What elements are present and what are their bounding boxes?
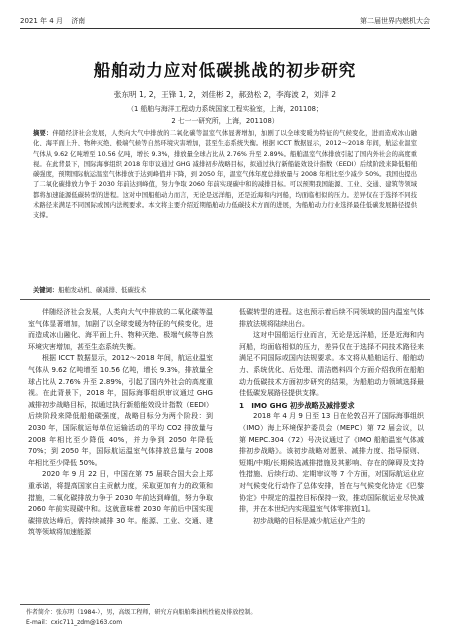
body-column-left bbox=[28, 307, 213, 539]
paragraph: 2018 年 4 月 9 日至 13 日在伦敦召开了国际海事组织（IMO）海上环境保护委员会（MEPC）第 72 届会议，以第 MEPC.304（72）号决议通过了《IMO 船舶温室气体减排初步战略》。该初步战略对愿景、减排力度、指导原则、短期/中期/长期候选减排措施及其影响、存在的障碍及支持性措施、后续行动、定期审议等 7 个方面，对国际航运业应对气候变化行动作了总体安排，旨在与气候变化协定《巴黎协定》中规定的温控目标保持一致，推动国际航运业尽快减排，并在本世纪内实现温室气体零排放[1]。 bbox=[239, 412, 424, 514]
footnote-author-bio: 作者简介：张东明（1984-），男，高级工程师，研究方向船舶柴油机性能及排放控制。 bbox=[26, 609, 257, 616]
header-city: 济南 bbox=[71, 17, 86, 25]
keywords bbox=[33, 285, 417, 294]
running-header bbox=[20, 10, 430, 29]
paragraph: 伴随经济社会发展，人类向大气中排放的二氧化碳等温室气体显著增加，加剧了以全球变暖为特征的气候变化，进而造成冰山融化、海平面上升、物种灭绝、极端气候等自然环境灾害增加，甚至生态系统失衡。 bbox=[28, 308, 213, 351]
abstract-label: 摘要： bbox=[33, 130, 53, 137]
paragraph: 2020 年 9 月 22 日，中国在第 75 届联合国大会上郑重承诺，将提高国家自主贡献力度，采取更加有力的政策和措施，二氧化碳排放力争于 2030 年前达到峰值，努力争取 2060 年前实现碳中和。这就意味着 2030 年前后中国实现碳排放达峰后，需持续减排 30 年。能源、工业、交通、建筑等领域将加速能源 bbox=[28, 470, 213, 537]
footnote-email: E-mail：cxic711_zdm@163.com bbox=[26, 619, 123, 626]
paragraph: 这对中国船运行业而言，无论是远洋船，还是近海和内河船，均面临相似的压力，差异仅在于选择不同技术路径来满足不同国际或国内法规要求。本文将从船舶运行、船舶动力、系统优化、后处理、清洁燃料四个方面介绍我所在船舶动力低碳技术方面初步研究的结果，为船舶动力领域选择最佳低碳发展路径提供支撑。 bbox=[239, 331, 424, 398]
abstract-divider bbox=[20, 299, 430, 300]
author-list: 张东明 1, 2，王锋 1, 2，刘佳彬 2，郝劲松 2，李海波 2，刘洋 2 bbox=[113, 90, 337, 99]
body-column-right bbox=[239, 307, 424, 527]
abstract-text: 伴随经济社会发展，人类向大气中排放的二氧化碳等温室气体显著增加，加剧了以全球变暖为特征的气候变化，进而造成冰山融化、海平面上升、物种灭绝、极端气候等自然环境灾害增加，甚至生态系统失衡。根据 ICCT 数据显示，2012～2018 年间，航运业温室气体从 9.62 亿吨增至 10.56 亿吨，增长 9.3%，排放量全球占比从 2.76% 升至 2.89%。船舶温室气体排放引起了国内外社会的高度重视。在此背景下，国际海事组织 2018 年审议通过 GHG 减排初步战略目标，拟通过执行新船能效设计指数（EEDI）后续阶段来降低船舶碳强度，预期国际航运温室气体排放于达到峰值并下降，到 2050 年，温室气体年度总排放量与 2008 年相比至少减少 50%。我国也提出了二氧化碳排放力争于 2030 年前达到峰值，努力争取 2060 年前实现碳中和的减排目标。可以预期我国能源、工业、交通、建筑等领域都将加速能源低碳转型的进程。这对中国船舶动力而言，无论是远洋船，还是近海和内河船，均面临相似的压力。差异仅在于选择不同技术路径来满足不同国际或国内法规要求。本文将主要介绍近期船舶动力低碳技术方面的进展，为船舶动力行业选择最佳低碳发展路径提供支撑。 bbox=[33, 130, 418, 220]
paper-title: 船舶动力应对低碳挑战的初步研究 bbox=[93, 61, 357, 80]
paragraph: 初步战略的目标是减少航运业产生的 bbox=[253, 516, 365, 525]
abstract bbox=[33, 129, 417, 222]
header-left bbox=[20, 16, 91, 26]
affiliation-1: （1 船舶与海洋工程动力系统国家工程实验室，上海，201108； bbox=[127, 105, 323, 113]
section-heading: 1 IMO GHG 初步战略及减排要求 bbox=[239, 400, 355, 410]
keywords-text: 船舶发动机、碳减排、低碳技术 bbox=[58, 287, 147, 294]
header-conference: 第二届世界内燃机大会 bbox=[360, 17, 430, 25]
footnote-divider bbox=[20, 604, 150, 605]
paragraph: 根据 ICCT 数据显示，2012～2018 年间，航运业温室气体从 9.62 亿吨增至 10.56 亿吨，增长 9.3%，排放量全球占比从 2.76% 升至 2.89%，引起了国内外社会的高度重视。在此背景下，2018 年，国际海事组织审议通过 GHG 减排初步战略目标，拟通过执行新船能效设计指数（EEDI）后续阶段来降低船舶碳强度，战略目标分为两个阶段：到 2030 年，国际航运每单位运输活动的平均 CO2 排放量与 2008 年相比至少降低 40%，并力争到 2050 年降低 70%；到 2050 年，国际航运温室气体排放总量与 2008 年相比至少降低 50%。 bbox=[28, 354, 213, 467]
keywords-label: 关键词： bbox=[33, 287, 59, 294]
affiliation-2: 2 七一一研究所，上海，201108） bbox=[171, 117, 279, 125]
paragraph: 低碳转型的进程。这也预示着后续不同领域的国内温室气体排放法规将陆续出台。 bbox=[239, 308, 424, 328]
header-date: 2021 年 4 月 bbox=[20, 17, 63, 25]
